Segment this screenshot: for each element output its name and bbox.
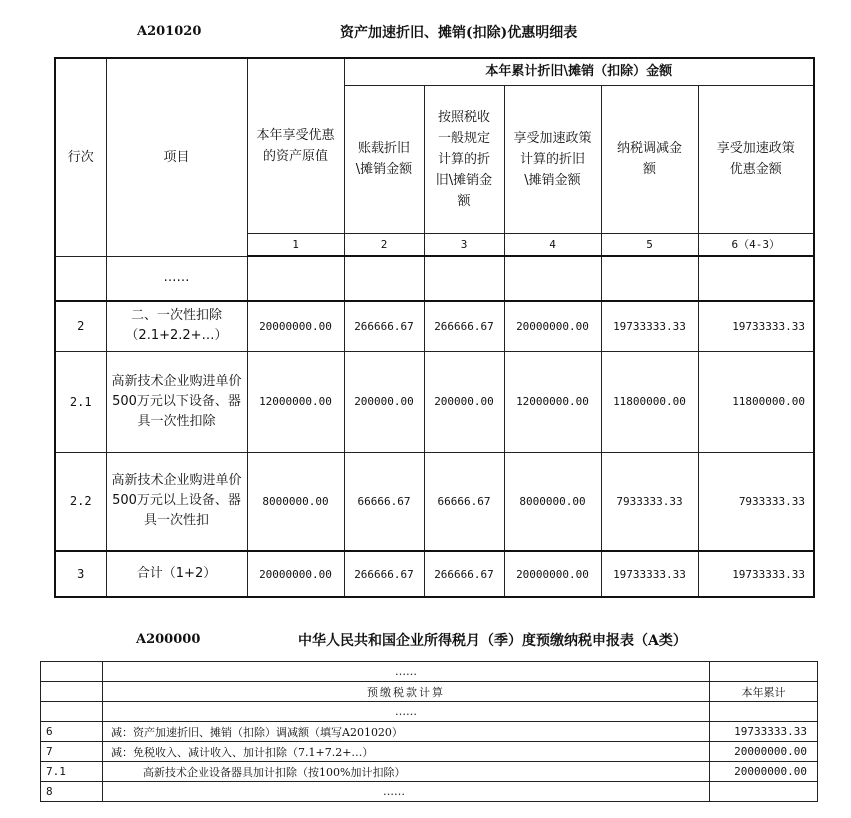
table-row [41, 722, 818, 742]
cell-value: 20000000.00 [247, 551, 344, 597]
form2-title: 中华人民共和国企业所得税月（季）度预缴纳税申报表（A类） [298, 633, 687, 649]
cell-value: 7933333.33 [601, 452, 698, 551]
row-text: 减：资产加速折旧、摊销（扣除）调减额（填写A201020） [103, 722, 710, 742]
row-no: 2.2 [55, 452, 106, 551]
column-header: 本年累计 [710, 682, 818, 702]
row-no: 7 [41, 742, 103, 762]
cell-value: 11800000.00 [698, 351, 814, 452]
header-accelerated: 享受加速政策计算的折旧\摊销金额 [504, 85, 601, 233]
cell-value: 266666.67 [424, 551, 504, 597]
ellipsis: …… [106, 256, 247, 301]
depreciation-detail-table [54, 57, 815, 598]
cell-value: 20000000.00 [504, 551, 601, 597]
table-row [55, 256, 814, 301]
row-no: 6 [41, 722, 103, 742]
row-no: 2 [55, 301, 106, 351]
table-row [41, 762, 818, 782]
table-row [55, 452, 814, 551]
row-text: 减：免税收入、减计收入、加计扣除（7.1+7.2+…） [103, 742, 710, 762]
header-item: 项目 [106, 58, 247, 256]
section-header: 预缴税款计算 [103, 682, 710, 702]
form1-title: 资产加速折旧、摊销(扣除)优惠明细表 [340, 25, 578, 41]
cell-value: 66666.67 [344, 452, 424, 551]
col-number: 1 [247, 233, 344, 256]
col-number: 2 [344, 233, 424, 256]
header-row-no: 行次 [55, 58, 106, 256]
header-benefit: 享受加速政策优惠金额 [698, 85, 814, 233]
header-original-value: 本年享受优惠的资产原值 [247, 58, 344, 233]
form2-code: A200000 [136, 632, 201, 647]
cell-value: 200000.00 [344, 351, 424, 452]
col-number: 5 [601, 233, 698, 256]
cell-value: 20000000.00 [247, 301, 344, 351]
cell-value: 19733333.33 [601, 301, 698, 351]
row-value [710, 782, 818, 802]
cell-value: 12000000.00 [247, 351, 344, 452]
table-row [41, 662, 818, 682]
table-row [55, 551, 814, 597]
cell-value: 12000000.00 [504, 351, 601, 452]
cell-value: 8000000.00 [247, 452, 344, 551]
prepayment-table [40, 661, 818, 802]
row-no: 3 [55, 551, 106, 597]
row-no: 8 [41, 782, 103, 802]
row-item: 高新技术企业购进单价500万元以上设备、器具一次性扣 [106, 452, 247, 551]
row-no: 7.1 [41, 762, 103, 782]
col-number: 4 [504, 233, 601, 256]
cell-value: 266666.67 [424, 301, 504, 351]
row-no: 2.1 [55, 351, 106, 452]
row-item: 二、一次性扣除（2.1+2.2+…） [106, 301, 247, 351]
cell-value: 19733333.33 [601, 551, 698, 597]
col-number: 6（4-3） [698, 233, 814, 256]
ellipsis: …… [103, 662, 710, 682]
col-number: 3 [424, 233, 504, 256]
ellipsis: …… [103, 702, 710, 722]
table-row [41, 702, 818, 722]
row-value: 20000000.00 [710, 742, 818, 762]
cell-value: 266666.67 [344, 301, 424, 351]
cell-value: 7933333.33 [698, 452, 814, 551]
row-value: 20000000.00 [710, 762, 818, 782]
table-row [41, 682, 818, 702]
cell-value: 11800000.00 [601, 351, 698, 452]
table-row [41, 782, 818, 802]
table-row [41, 742, 818, 762]
cell-value: 19733333.33 [698, 551, 814, 597]
cell-value: 8000000.00 [504, 452, 601, 551]
header-tax-adjust: 纳税调减金额 [601, 85, 698, 233]
header-book: 账载折旧\摊销金额 [344, 85, 424, 233]
cell-value: 200000.00 [424, 351, 504, 452]
row-item: 高新技术企业购进单价500万元以下设备、器具一次性扣除 [106, 351, 247, 452]
form1-code: A201020 [137, 24, 202, 39]
cell-value: 266666.67 [344, 551, 424, 597]
cell-value: 19733333.33 [698, 301, 814, 351]
row-text: 高新技术企业设备器具加计扣除（按100%加计扣除） [103, 762, 710, 782]
cell-value: 20000000.00 [504, 301, 601, 351]
header-group: 本年累计折旧\摊销（扣除）金额 [344, 58, 814, 85]
row-item: 合计（1+2） [106, 551, 247, 597]
cell-value: 66666.67 [424, 452, 504, 551]
row-text: …… [103, 782, 710, 802]
row-value: 19733333.33 [710, 722, 818, 742]
table-row [55, 301, 814, 351]
header-tax-general: 按照税收一般规定计算的折旧\摊销金额 [424, 85, 504, 233]
table-row [55, 351, 814, 452]
